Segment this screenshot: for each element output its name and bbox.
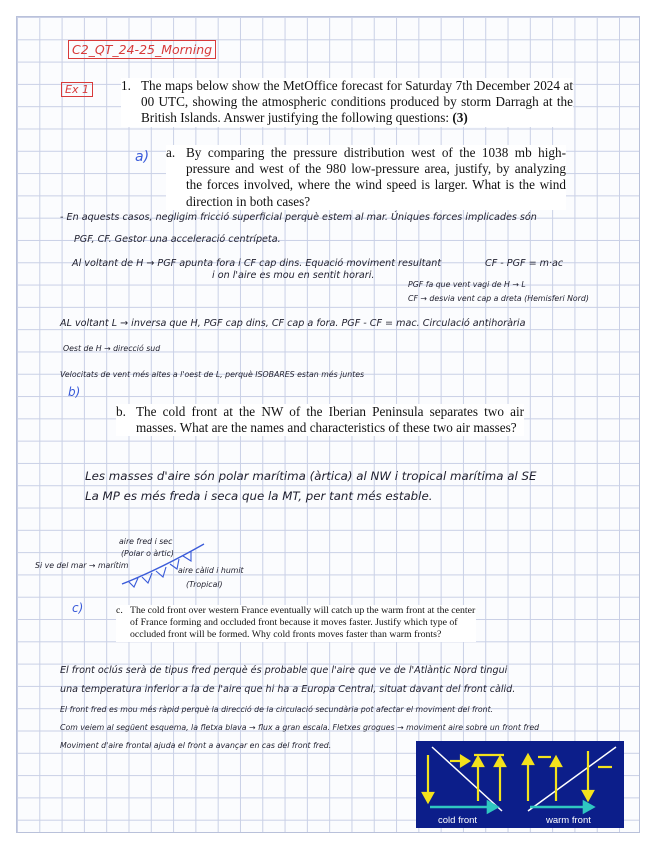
question-b xyxy=(116,404,524,436)
question-b-text: The cold front at the NW of the Iberian Peninsula separates two air masses. What are the names and characteristics of these two air masses? xyxy=(136,404,524,436)
answer-c-line-5: Moviment d'aire frontal ajuda el front a avançar en cas del front fred. xyxy=(60,741,332,750)
cold-front-yellow-arrows xyxy=(423,755,505,802)
answer-a-line-7: Oest de H → direcció sud xyxy=(63,344,161,353)
question-a-text: By comparing the pressure distribution west of the 1038 mb high-pressure and west of the 980 low-pressure area, justify, by analyzing the forces involved, where the wind speed is larger. What is the wind direction in both cases? xyxy=(186,145,566,209)
answer-c-line-3: El front fred es mou més ràpid perquè la direcció de la circulació secundària pot afectar el moviment del front. xyxy=(60,705,494,714)
answer-a-line-1: - En aquests casos, negligim fricció superficial perquè estem al mar. Úniques forces implicades són xyxy=(60,212,537,223)
question-a-letter: a. xyxy=(166,145,176,160)
cold-front-boundary xyxy=(432,747,502,811)
sketch-cold-sub: (Polar o àrtic) xyxy=(121,549,174,558)
question-1 xyxy=(121,78,573,127)
answer-a-line-8: Velocitats de vent més altes a l'oest de L, perquè ISOBARES estan més juntes xyxy=(60,370,365,379)
answer-a-cf-note: CF → desvia vent cap a dreta (Hemisferi Nord) xyxy=(408,294,589,303)
cold-front-sketch xyxy=(118,540,218,590)
answer-c-line-2: una temperatura inferior a la de l'aire que hi ha a Europa Central, situat davant del front càlid. xyxy=(60,684,516,695)
question-b-letter: b. xyxy=(116,404,126,419)
question-a xyxy=(166,145,566,210)
fronts-figure xyxy=(416,741,624,828)
sketch-warm-sub: (Tropical) xyxy=(186,580,223,589)
question-c-text: The cold front over western France eventually will catch up the warm front at the center of France forming and occluded front because it moves faster. Justify which type of occluded front will be formed. Why cold fronts moves faster than warm fronts? xyxy=(130,605,476,641)
question-c xyxy=(116,605,476,642)
answer-c-line-1: El front oclús serà de tipus fred perquè és probable que l'aire que ve de l'Atlàntic Nord tingui xyxy=(60,665,508,676)
question-c-letter: c. xyxy=(116,605,123,616)
cold-front-cyan-arrow xyxy=(430,802,497,812)
warm-front-caption: warm front xyxy=(546,815,591,826)
answer-a-line-4: i on l'aire es mou en sentit horari. xyxy=(212,270,375,281)
answer-a-line-6: AL voltant L → inversa que H, PGF cap dins, CF cap a fora. PGF - CF = mac. Circulació antihorària xyxy=(60,318,526,329)
page-title: C2_QT_24-25_Morning xyxy=(68,40,216,59)
question-1-text: The maps below show the MetOffice forecast for Saturday 7th December 2024 at 00 UTC, showing the atmospheric conditions produced by storm Darragh at the British Islands. Answer justifying the following questions: xyxy=(141,78,573,126)
answer-a-label: a) xyxy=(135,149,150,165)
exercise-label: Ex 1 xyxy=(61,82,93,97)
cold-front-line xyxy=(122,544,204,584)
answer-a-pgf-note: PGF fa que vent vagi de H → L xyxy=(408,280,526,289)
answer-c-label: c) xyxy=(72,601,84,615)
cold-front-caption: cold front xyxy=(438,815,478,826)
answer-a-equation: CF - PGF = m·ac xyxy=(485,258,564,269)
answer-b-label: b) xyxy=(68,385,81,399)
answer-b-line-2: La MP es més freda i seca que la MT, per tant més estable. xyxy=(85,489,433,503)
answer-c-line-4: Com veiem al següent esquema, la fletxa blava → flux a gran escala. Fletxes grogues → moviment aire sobre un front fred xyxy=(60,723,540,732)
sketch-cold-label: aire fred i sec xyxy=(119,537,173,546)
question-1-marks: (3) xyxy=(452,110,468,126)
sketch-side-note: Si ve del mar → marítim xyxy=(35,561,129,570)
answer-a-line-3: Al voltant de H → PGF apunta fora i CF cap dins. Equació moviment resultant xyxy=(72,258,442,269)
sketch-warm-label: aire càlid i humit xyxy=(178,566,244,575)
answer-b-line-1: Les masses d'aire són polar marítima (àrtica) al NW i tropical marítima al SE xyxy=(85,469,537,483)
question-1-number: 1. xyxy=(121,78,131,93)
warm-front-yellow-arrows xyxy=(523,751,612,801)
answer-a-line-2: PGF, CF. Gestor una acceleració centrípeta. xyxy=(74,234,281,245)
